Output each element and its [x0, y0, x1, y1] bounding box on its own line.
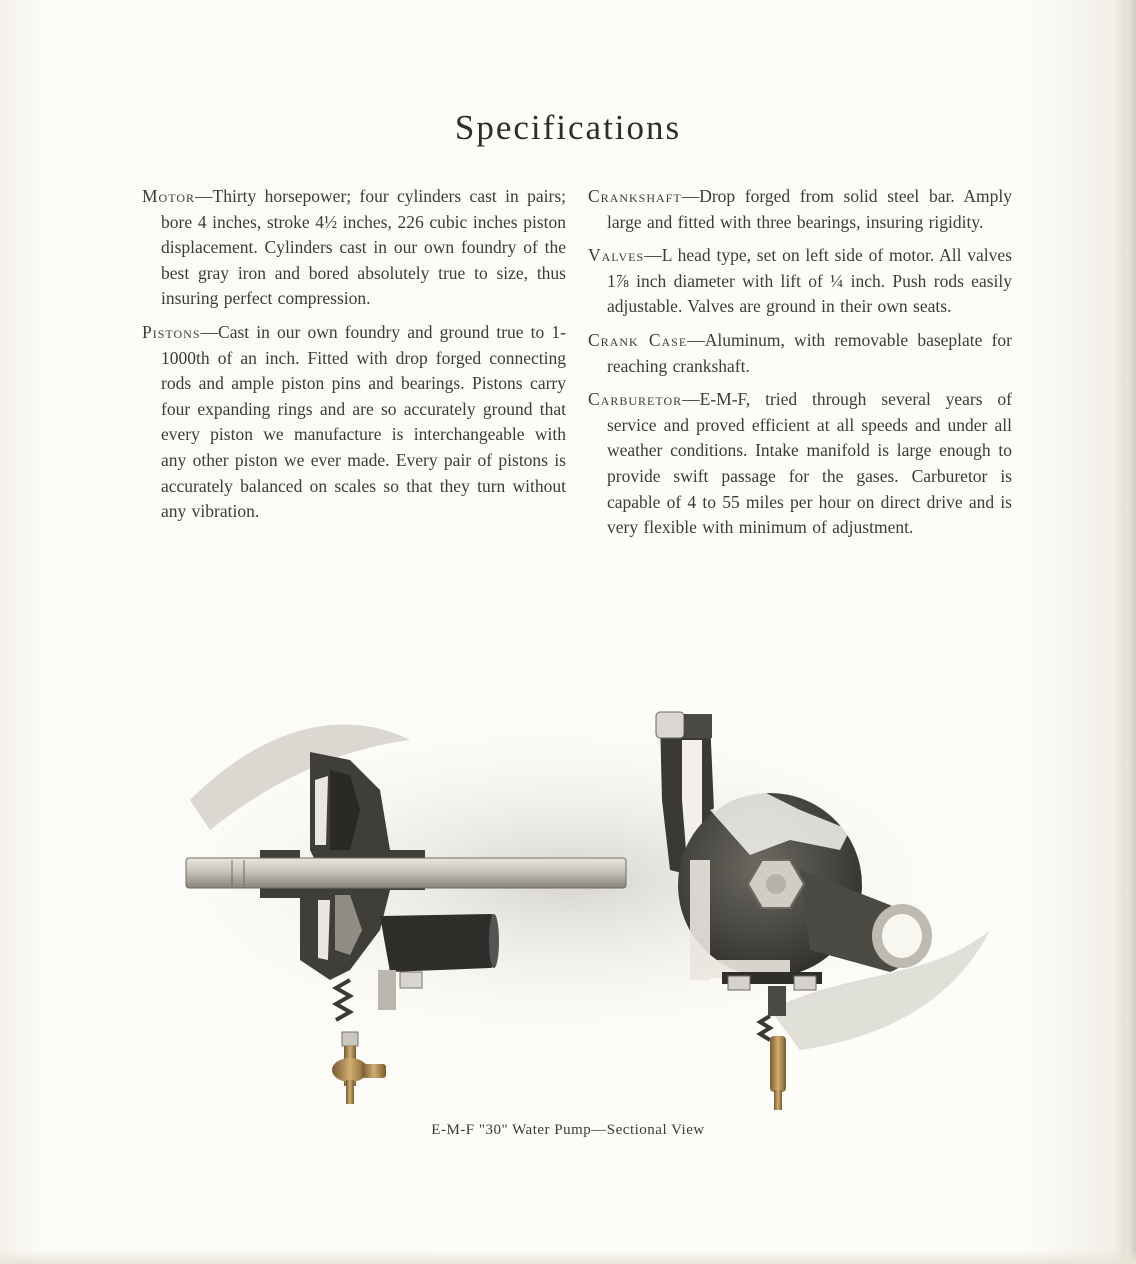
spec-term: Crankshaft — [588, 186, 682, 206]
spec-text: —E-M-F, tried through several years of service and proved efficient at all speeds and under all weather conditions. Intake manifold is large enough to provide swift passage for the gases. Carburetor is capable of 4 to 55 miles per hour on direct drive and is very flexible with minimum of adjustment. — [607, 389, 1012, 538]
spec-paragraph-valves — [588, 243, 1012, 320]
spec-paragraph-carburetor — [588, 387, 1012, 541]
page-edge-right — [1126, 0, 1136, 1264]
spec-text: —Cast in our own foundry and ground true to 1-1000th of an inch. Fitted with drop forged connecting rods and ample piston pins and bearings. Pistons carry four expanding rings and are so accurately ground that every piston we manufacture is interchangeable with any other piston we ever made. Every pair of pistons is accurately balanced on scales so that they turn without any vibration. — [161, 321, 566, 522]
figure-caption: E-M-F "30" Water Pump—Sectional View — [431, 1122, 705, 1138]
spec-paragraph-pistons — [142, 320, 566, 525]
spec-term: Carburetor — [588, 389, 683, 410]
spec-text: —Thirty horsepower; four cylinders cast in pairs; bore 4 inches, stroke 4½ inches, 226 cubic inches piston displacement. Cylinders cast in our own foundry of the best gray iron and bored absolutely true to size, thus insuring perfect compression. — [161, 186, 566, 309]
spec-paragraph-motor — [142, 184, 566, 312]
spec-term: Motor — [142, 186, 196, 206]
spec-term: Pistons — [142, 321, 201, 342]
water-pump-illustration — [150, 680, 1010, 1120]
right-column — [588, 184, 1012, 549]
spec-paragraph-crankshaft — [588, 184, 1012, 235]
spec-text: —Drop forged from solid steel bar. Amply large and fitted with three bearings, insuring rigidity. — [607, 186, 1012, 232]
page-title: Specifications — [454, 108, 682, 147]
spec-text: —L head type, set on left side of motor. All valves 1⅞ inch diameter with lift of ¼ inch. Push rods easily adjustable. Valves are ground in their own seats. — [607, 245, 1012, 317]
left-column — [142, 184, 566, 533]
spec-text: —Aluminum, with removable baseplate for reaching crankshaft. — [607, 329, 1012, 376]
spec-term: Crank Case — [588, 329, 688, 350]
page-edge-bottom — [0, 1250, 1136, 1264]
spec-paragraph-crank-case — [588, 328, 1012, 379]
spec-term: Valves — [588, 245, 645, 266]
